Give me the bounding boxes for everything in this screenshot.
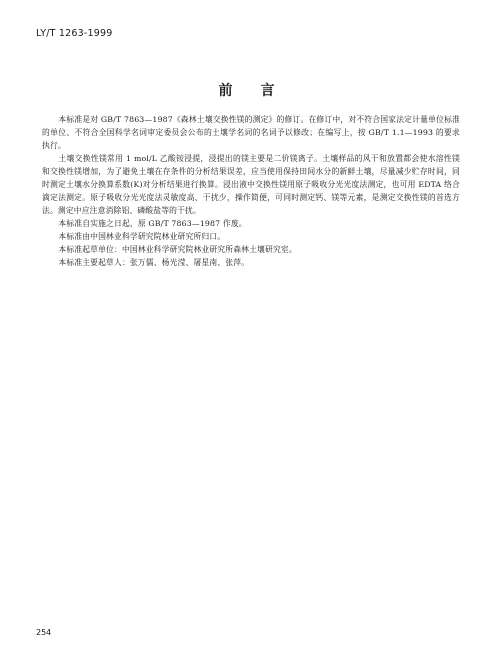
paragraph-supersede: 本标准自实施之日起，原 GB/T 7863—1987 作废。 [58,219,247,228]
paragraph-method: 土壤交换性镁常用 1 mol/L 乙酸铵浸提，浸提出的镁主要是二价镁离子。土壤样品的风干和放置都会使水溶性镁和交换性镁增加，为了避免土壤在存条件的分析结果误差，应当使用保持田间水分的新鲜土壤，尽量减少贮存时间，同时测定土壤水分换算系数(K)对分析结果进行换算。浸出液中交换性镁用原子吸收分光光度法测定，也可用 EDTA 络合滴定法测定。原子吸收分光光度法灵敏度高、干扰少，操作简便，可同时测定钙、镁等元素，是测定交换性镁的首选方法。测定中应注意消除铝、磷酸盐等的干扰。 [42,154,460,215]
paragraph-drafting-unit: 本标准起草单位：中国林业科学研究院林业研究所森林土壤研究室。 [58,245,297,254]
standard-code: LY/T 1263-1999 [36,28,113,39]
foreword-body [42,113,460,269]
paragraph-drafters: 本标准主要起草人：张万儒、杨光滢、屠星南、张萍。 [58,258,250,267]
paragraph-revision: 本标准是对 GB/T 7863—1987《森林土壤交换性镁的测定》的修订。在修订中，对不符合国家法定计量单位标准的单位、不符合全国科学名词审定委员会公布的土壤学名词的名词予以修改；在编写上，按 GB/T 1.1—1993 的要求执行。 [42,115,460,150]
page-title: 前言 [218,83,303,99]
paragraph-proponent: 本标准由中国林业科学研究院林业研究所归口。 [58,232,226,241]
page-number: 254 [36,628,52,637]
